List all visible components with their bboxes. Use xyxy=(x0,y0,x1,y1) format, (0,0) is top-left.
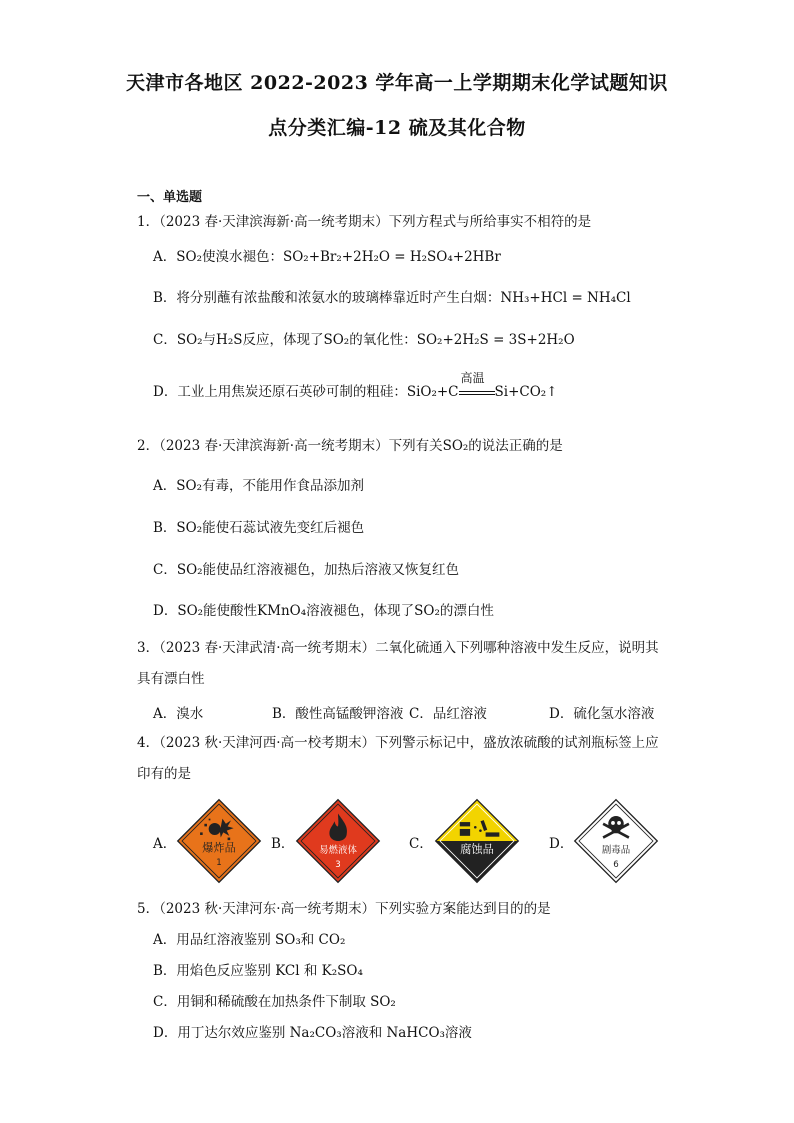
toxic-class: 6 xyxy=(613,859,619,870)
q1-option-a: A．SO₂使溴水褪色：SO₂+Br₂+2H₂O = H₂SO₄+2HBr xyxy=(153,249,501,265)
section-heading: 一、单选题 xyxy=(137,190,203,205)
q2-option-b: B．SO₂能使石蕊试液先变红后褪色 xyxy=(153,520,365,536)
q4-option-d: D． xyxy=(549,836,574,852)
flammable-class: 3 xyxy=(335,859,341,870)
q2-option-d: D．SO₂能使酸性KMnO₄溶液褪色，体现了SO₂的漂白性 xyxy=(153,603,494,619)
title-line-1: 天津市各地区 2022-2023 学年高一上学期期末化学试题知识 xyxy=(126,72,668,94)
q5-option-a: A．用品红溶液鉴别 SO₃和 CO₂ xyxy=(153,932,346,948)
explosive-class: 1 xyxy=(216,858,222,869)
corrosive-label: 腐蚀品 xyxy=(460,843,494,857)
q4-option-c: C． xyxy=(409,836,433,852)
toxic-label: 剧毒品 xyxy=(601,845,631,857)
explosive-label: 爆炸品 xyxy=(202,841,236,855)
explosive-sign-icon xyxy=(176,798,262,884)
q2-stem: 2．（2023 春·天津滨海新·高一统考期末）下列有关SO₂的说法正确的是 xyxy=(137,438,563,454)
q3-option-b: B．酸性高锰酸钾溶液 xyxy=(272,706,404,722)
q5-option-c: C．用铜和稀硫酸在加热条件下制取 SO₂ xyxy=(153,994,396,1010)
q3-stem-line2: 具有漂白性 xyxy=(137,671,205,687)
q1-stem: 1．（2023 春·天津滨海新·高一统考期末）下列方程式与所给事实不相符的是 xyxy=(137,214,592,230)
q2-option-c: C．SO₂能使品红溶液褪色，加热后溶液又恢复红色 xyxy=(153,562,460,578)
q3-option-d: D．硫化氢水溶液 xyxy=(549,706,655,722)
corrosive-sign-icon xyxy=(434,798,520,884)
q1-option-c: C．SO₂与H₂S反应，体现了SO₂的氧化性：SO₂+2H₂S = 3S+2H₂O xyxy=(153,332,575,348)
q5-option-d: D．用丁达尔效应鉴别 Na₂CO₃溶液和 NaHCO₃溶液 xyxy=(153,1025,472,1041)
q3-stem-line1: 3．（2023 春·天津武清·高一统考期末）二氧化硫通入下列哪种溶液中发生反应，说明其 xyxy=(137,640,659,656)
q1-option-b: B．将分别蘸有浓盐酸和浓氨水的玻璃棒靠近时产生白烟：NH₃+HCl = NH₄Cl xyxy=(153,290,631,306)
q3-option-c: C．品红溶液 xyxy=(409,706,487,722)
q4-option-a: A． xyxy=(153,836,177,852)
flammable-sign-icon xyxy=(295,798,381,884)
q4-option-b: B． xyxy=(271,836,295,852)
q3-option-a: A．溴水 xyxy=(153,706,204,722)
reaction-arrow xyxy=(459,371,495,402)
q5-option-b: B．用焰色反应鉴别 KCl 和 K₂SO₄ xyxy=(153,963,363,979)
q1-option-d-prefix: D．工业上用焦炭还原石英砂可制的粗硅：SiO₂+C xyxy=(153,384,459,400)
q2-option-a: A．SO₂有毒，不能用作食品添加剂 xyxy=(153,478,364,494)
q1-option-d-suffix: Si+CO₂↑ xyxy=(494,384,558,400)
reaction-condition: 高温 xyxy=(460,371,485,385)
toxic-sign-icon xyxy=(573,798,659,884)
q4-stem-line2: 印有的是 xyxy=(137,766,191,782)
q5-stem: 5．（2023 秋·天津河东·高一统考期末）下列实验方案能达到目的的是 xyxy=(137,901,551,917)
title-line-2: 点分类汇编-12 硫及其化合物 xyxy=(268,117,526,139)
flammable-label: 易燃液体 xyxy=(319,845,357,857)
q1-option-d xyxy=(153,371,558,402)
q4-stem-line1: 4．（2023 秋·天津河西·高一校考期末）下列警示标记中，盛放浓硫酸的试剂瓶标签上应 xyxy=(137,735,659,751)
